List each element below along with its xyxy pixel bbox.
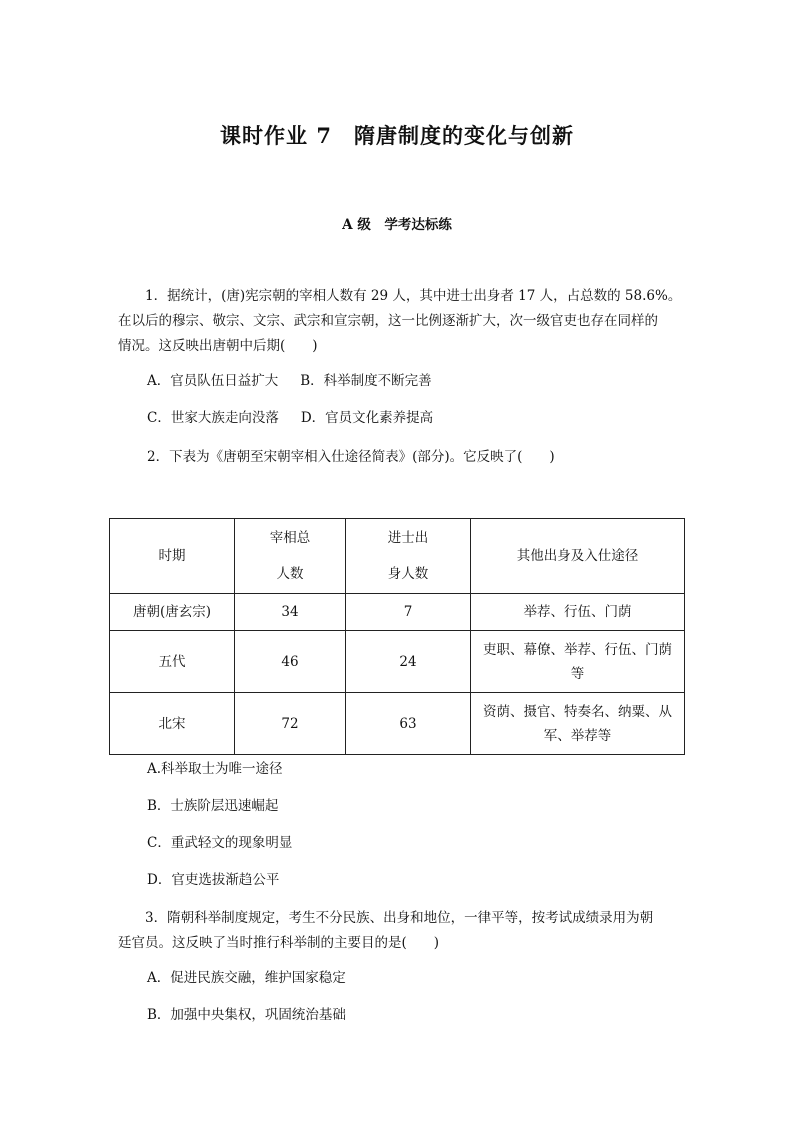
header-total-chancellors: 宰相总 人数 [235, 519, 346, 594]
table-cell: 北宋 [110, 693, 235, 755]
question-1-option-c: C．世家大族走向没落 [147, 410, 279, 426]
table-cell: 72 [235, 693, 346, 755]
table-cell: 34 [235, 594, 346, 631]
question-2-option-d: D．官吏选拔渐趋公平 [147, 872, 280, 888]
career-path-table [109, 518, 685, 755]
question-2-option-c: C．重武轻文的现象明显 [147, 835, 293, 851]
page-title: 课时作业 7 隋唐制度的变化与创新 [220, 123, 574, 148]
question-3-stem [118, 906, 688, 956]
question-1-options-row-2 [147, 408, 433, 428]
question-2-option-b: B．士族阶层迅速崛起 [147, 798, 279, 814]
question-1-stem [118, 284, 688, 359]
question-1-line-1: 1．据统计，(唐)宪宗朝的宰相人数有 29 人，其中进士出身者 17 人，占总数的 58.6%。 [145, 288, 682, 304]
question-3-line-1: 3．隋朝科举制度规定，考生不分民族、出身和地位，一律平等，按考试成绩录用为朝 [145, 910, 654, 926]
question-2-option-a: A.科举取士为唯一途径 [147, 761, 283, 777]
table-row [110, 693, 685, 755]
table-cell: 吏职、幕僚、举荐、行伍、门荫 等 [471, 631, 685, 693]
question-3-line-2: 廷官员。这反映了当时推行科举制的主要目的是( ) [118, 935, 440, 951]
question-2-stem: 2．下表为《唐朝至宋朝宰相入仕途径简表》(部分)。它反映了( ) [147, 449, 555, 465]
question-1-line-3: 情况。这反映出唐朝中后期( ) [118, 338, 318, 354]
table-cell: 63 [346, 693, 471, 755]
section-heading: A 级 学考达标练 [342, 217, 452, 233]
table-cell: 五代 [110, 631, 235, 693]
table-cell: 唐朝(唐玄宗) [110, 594, 235, 631]
table-cell: 举荐、行伍、门荫 [471, 594, 685, 631]
question-3-option-a: A．促进民族交融，维护国家稳定 [147, 970, 346, 986]
table-row [110, 631, 685, 693]
question-1-option-a: A．官员队伍日益扩大 [147, 373, 279, 389]
table-cell: 24 [346, 631, 471, 693]
header-jinshi-count: 进士出 身人数 [346, 519, 471, 594]
table-cell: 资荫、摄官、特奏名、纳粟、从 军、举荐等 [471, 693, 685, 755]
question-3-option-b: B．加强中央集权，巩固统治基础 [147, 1007, 346, 1023]
table-cell: 46 [235, 631, 346, 693]
table-header-row [110, 519, 685, 594]
question-1-options-row-1 [147, 371, 432, 391]
table-cell: 7 [346, 594, 471, 631]
question-1-line-2: 在以后的穆宗、敬宗、文宗、武宗和宣宗朝，这一比例逐渐扩大，次一级官吏也存在同样的 [118, 313, 658, 329]
question-1-option-d: D．官员文化素养提高 [300, 410, 434, 426]
table-row [110, 594, 685, 631]
question-1-option-b: B．科举制度不断完善 [300, 373, 432, 389]
header-other-paths: 其他出身及入仕途径 [471, 519, 685, 594]
header-period: 时期 [110, 519, 235, 594]
